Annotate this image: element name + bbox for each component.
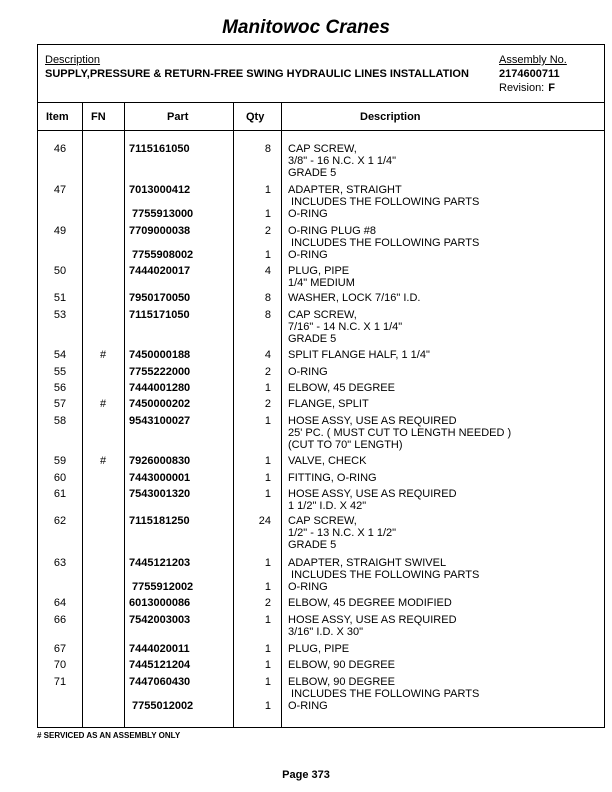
part-description	[288, 488, 602, 512]
part-number: 7115161050	[129, 143, 190, 155]
description-line: HOSE ASSY, USE AS REQUIRED	[288, 488, 457, 500]
description-line: FLANGE, SPLIT	[288, 398, 369, 410]
description-line: 3/8" - 16 N.C. X 1 1/4"	[288, 155, 397, 167]
quantity: 4	[264, 349, 271, 361]
part-description	[288, 659, 602, 671]
description-line: O-RING	[288, 700, 328, 712]
part-number: 7755012002	[132, 700, 194, 712]
part-number: 7444020011	[129, 643, 190, 655]
quantity: 1	[264, 488, 271, 500]
fn-mark: #	[99, 349, 107, 361]
item-number: 54	[53, 349, 67, 361]
part-description	[288, 292, 602, 304]
part-description	[288, 349, 602, 361]
quantity: 1	[264, 455, 271, 467]
item-number: 58	[53, 415, 67, 427]
part-number: 7445121203	[129, 557, 191, 569]
assembly-description: SUPPLY,PRESSURE & RETURN-FREE SWING HYDRAULIC LINES INSTALLATION	[45, 68, 469, 80]
part-description	[288, 455, 602, 467]
revision	[499, 82, 555, 94]
part-number: 7950170050	[129, 292, 191, 304]
quantity: 4	[264, 265, 271, 277]
description-line: INCLUDES THE FOLLOWING PARTS	[288, 688, 480, 700]
description-line: 1 1/2" I.D. X 42"	[288, 500, 367, 512]
description-line: INCLUDES THE FOLLOWING PARTS	[288, 569, 480, 581]
description-line: 7/16" - 14 N.C. X 1 1/4"	[288, 321, 403, 333]
parts-table	[37, 44, 605, 728]
quantity: 1	[264, 382, 271, 394]
item-number: 46	[53, 143, 67, 155]
item-number: 67	[53, 643, 67, 655]
part-number: 7115181250	[129, 515, 190, 527]
part-description	[288, 515, 602, 551]
footnote: # SERVICED AS AN ASSEMBLY ONLY	[37, 731, 181, 740]
part-number: 7444001280	[129, 382, 191, 394]
item-number: 50	[53, 265, 67, 277]
part-number: 9543100027	[129, 415, 191, 427]
page-number: Page 373	[282, 769, 330, 781]
quantity: 1	[264, 643, 271, 655]
description-line: PLUG, PIPE	[288, 643, 350, 655]
quantity: 1	[264, 184, 271, 196]
description-line: 1/4" MEDIUM	[288, 277, 355, 289]
description-line: HOSE ASSY, USE AS REQUIRED	[288, 415, 457, 427]
part-number: 7450000188	[129, 349, 191, 361]
description-line: ELBOW, 90 DEGREE	[288, 676, 395, 688]
divider	[124, 103, 125, 727]
part-number: 6013000086	[129, 597, 191, 609]
item-number: 71	[53, 676, 67, 688]
quantity: 1	[264, 249, 271, 261]
description-line: SPLIT FLANGE HALF, 1 1/4"	[288, 349, 430, 361]
item-number: 55	[53, 366, 67, 378]
part-number: 7542003003	[129, 614, 191, 626]
col-part: Part	[167, 111, 189, 123]
part-description	[288, 676, 602, 700]
description-line: VALVE, CHECK	[288, 455, 367, 467]
item-number: 51	[53, 292, 67, 304]
description-line: FITTING, O-RING	[288, 472, 377, 484]
part-description	[288, 398, 602, 410]
description-line: CAP SCREW,	[288, 515, 357, 527]
part-number: 7450000202	[129, 398, 191, 410]
item-number: 53	[53, 309, 67, 321]
quantity: 2	[264, 366, 271, 378]
description-line: HOSE ASSY, USE AS REQUIRED	[288, 614, 457, 626]
item-number: 49	[53, 225, 67, 237]
assembly-header	[38, 45, 604, 103]
part-description	[288, 472, 602, 484]
part-number: 7755222000	[129, 366, 191, 378]
description-line: ADAPTER, STRAIGHT	[288, 184, 402, 196]
part-description	[288, 415, 602, 451]
description-line: ELBOW, 90 DEGREE	[288, 659, 395, 671]
part-description	[288, 225, 602, 249]
description-line: CAP SCREW,	[288, 143, 357, 155]
quantity: 2	[264, 225, 271, 237]
col-description: Description	[360, 111, 421, 123]
quantity: 8	[264, 143, 271, 155]
description-line: PLUG, PIPE	[288, 265, 350, 277]
item-number: 60	[53, 472, 67, 484]
description-line: INCLUDES THE FOLLOWING PARTS	[288, 237, 480, 249]
item-number: 61	[53, 488, 67, 500]
part-number: 7445121204	[129, 659, 191, 671]
description-line: O-RING	[288, 366, 328, 378]
quantity: 1	[264, 614, 271, 626]
description-line: INCLUDES THE FOLLOWING PARTS	[288, 196, 480, 208]
description-line: CAP SCREW,	[288, 309, 357, 321]
fn-mark: #	[99, 455, 107, 467]
description-line: GRADE 5	[288, 167, 337, 179]
description-line: O-RING	[288, 581, 328, 593]
quantity: 24	[258, 515, 271, 527]
col-qty: Qty	[246, 111, 265, 123]
item-number: 59	[53, 455, 67, 467]
divider	[281, 103, 282, 727]
col-fn: FN	[91, 111, 106, 123]
description-line: O-RING	[288, 208, 328, 220]
quantity: 1	[264, 581, 271, 593]
quantity: 1	[264, 415, 271, 427]
assembly-number: 2174600711	[499, 68, 560, 80]
item-number: 66	[53, 614, 67, 626]
part-description	[288, 208, 602, 220]
part-description	[288, 597, 602, 609]
part-description	[288, 643, 602, 655]
part-description	[288, 581, 602, 593]
description-line: 1/2" - 13 N.C. X 1 1/2"	[288, 527, 397, 539]
quantity: 1	[264, 700, 271, 712]
part-number: 7447060430	[129, 676, 191, 688]
col-item: Item	[46, 111, 69, 123]
quantity: 1	[264, 557, 271, 569]
part-description	[288, 143, 602, 179]
description-label: Description	[45, 54, 101, 66]
quantity: 1	[264, 472, 271, 484]
description-line: O-RING PLUG #8	[288, 225, 377, 237]
description-line: 25' PC. ( MUST CUT TO LENGTH NEEDED )	[288, 427, 512, 439]
part-description	[288, 366, 602, 378]
part-description	[288, 382, 602, 394]
description-line: WASHER, LOCK 7/16" I.D.	[288, 292, 421, 304]
quantity: 8	[264, 292, 271, 304]
item-number: 47	[53, 184, 67, 196]
item-number: 62	[53, 515, 67, 527]
part-description	[288, 700, 602, 712]
description-line: ADAPTER, STRAIGHT SWIVEL	[288, 557, 447, 569]
part-number: 7543001320	[129, 488, 191, 500]
part-number: 7013000412	[129, 184, 191, 196]
item-number: 57	[53, 398, 67, 410]
brand-title: Manitowoc Cranes	[222, 17, 390, 38]
revision-label: Revision:	[499, 82, 545, 94]
quantity: 8	[264, 309, 271, 321]
quantity: 1	[264, 208, 271, 220]
quantity: 1	[264, 659, 271, 671]
part-number: 7755913000	[132, 208, 194, 220]
description-line: 3/16" I.D. X 30"	[288, 626, 364, 638]
part-number: 7926000830	[129, 455, 191, 467]
part-number: 7755908002	[132, 249, 194, 261]
description-line: GRADE 5	[288, 333, 337, 345]
part-number: 7115171050	[129, 309, 190, 321]
divider	[82, 103, 83, 727]
fn-mark: #	[99, 398, 107, 410]
quantity: 2	[264, 398, 271, 410]
part-number: 7755912002	[132, 581, 194, 593]
revision-value: F	[548, 82, 555, 94]
item-number: 63	[53, 557, 67, 569]
part-description	[288, 265, 602, 289]
quantity: 2	[264, 597, 271, 609]
part-number: 7443000001	[129, 472, 191, 484]
quantity: 1	[264, 676, 271, 688]
part-number: 7444020017	[129, 265, 191, 277]
part-description	[288, 614, 602, 638]
column-header-row	[38, 103, 604, 131]
description-line: ELBOW, 45 DEGREE	[288, 382, 395, 394]
description-line: O-RING	[288, 249, 328, 261]
description-line: ELBOW, 45 DEGREE MODIFIED	[288, 597, 452, 609]
part-description	[288, 249, 602, 261]
part-description	[288, 184, 602, 208]
part-number: 7709000038	[129, 225, 191, 237]
part-description	[288, 309, 602, 345]
description-line: GRADE 5	[288, 539, 337, 551]
assembly-label: Assembly No.	[499, 54, 567, 66]
item-number: 70	[53, 659, 67, 671]
part-description	[288, 557, 602, 581]
item-number: 64	[53, 597, 67, 609]
description-line: (CUT TO 70" LENGTH)	[288, 439, 403, 451]
item-number: 56	[53, 382, 67, 394]
